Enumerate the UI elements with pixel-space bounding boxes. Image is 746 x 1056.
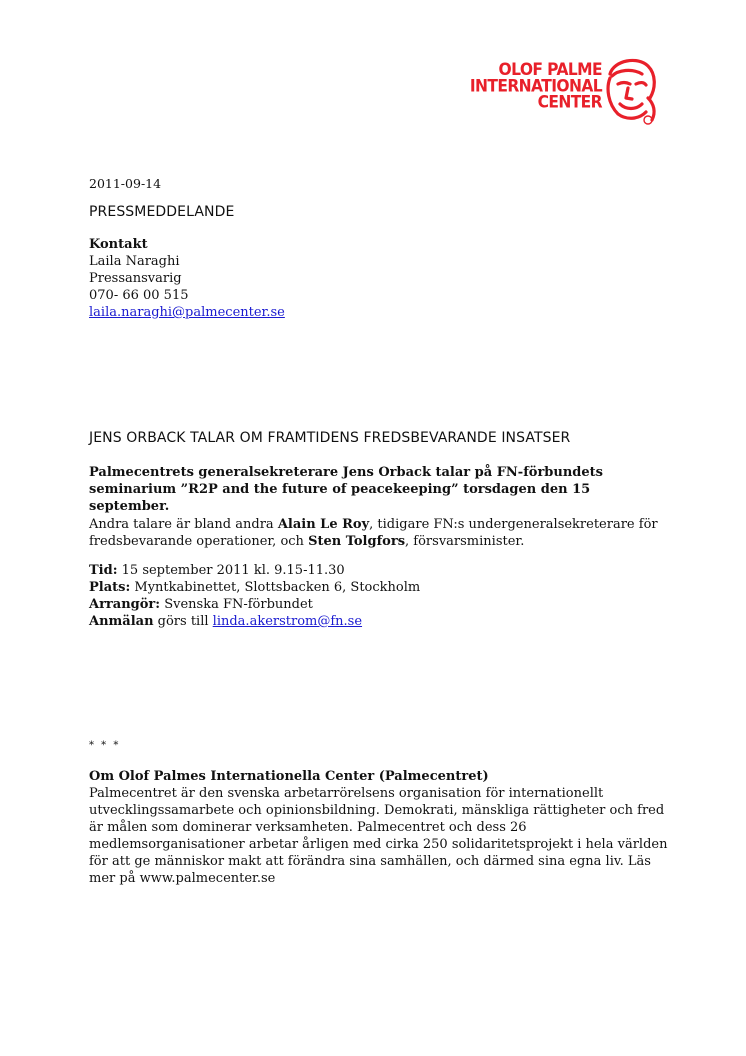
lead-paragraph: Palmecentrets generalsekreterare Jens Orback talar på FN-förbundets seminarium ”R2P and the future of peacekeeping” torsdagen den 15 september. bbox=[89, 465, 603, 514]
event-time-value: 15 september 2011 kl. 9.15-11.30 bbox=[117, 563, 345, 578]
about-heading: Om Olof Palmes Internationella Center (Palmecentret) bbox=[89, 769, 489, 784]
event-signup-row bbox=[89, 613, 420, 630]
contact-heading: Kontakt bbox=[89, 237, 148, 252]
contact-email-link[interactable]: laila.naraghi@palmecenter.se bbox=[89, 305, 285, 320]
speaker-2-name: Sten Tolgfors bbox=[308, 534, 406, 549]
contact-phone: 070- 66 00 515 bbox=[89, 288, 189, 303]
signup-email-link[interactable]: linda.akerstrom@fn.se bbox=[212, 614, 363, 629]
palme-portrait-icon bbox=[598, 54, 662, 128]
press-release-date: 2011-09-14 bbox=[89, 176, 162, 191]
event-signup-label: Anmälan bbox=[89, 614, 154, 629]
logo-line-1: OLOF PALME bbox=[498, 60, 602, 80]
event-signup-text: görs till bbox=[153, 614, 213, 629]
section-separator: * * * bbox=[89, 740, 121, 751]
event-place-row bbox=[89, 579, 420, 596]
speakers-paragraph bbox=[89, 516, 679, 550]
contact-name: Laila Naraghi bbox=[89, 254, 180, 269]
document-type-heading: PRESSMEDDELANDE bbox=[89, 204, 235, 220]
speaker-1-description: , tidigare FN:s undergeneralsekreterare för fredsbevarande operationer, och bbox=[89, 517, 658, 549]
logo-line-3: CENTER bbox=[537, 92, 602, 112]
contact-block bbox=[89, 236, 285, 321]
speaker-2-description: , försvarsminister. bbox=[405, 534, 525, 549]
event-details bbox=[89, 562, 420, 630]
speakers-intro: Andra talare är bland andra bbox=[89, 517, 278, 532]
event-organizer-row bbox=[89, 596, 420, 613]
event-organizer-value: Svenska FN-förbundet bbox=[160, 597, 313, 612]
event-time-label: Tid: bbox=[89, 563, 118, 578]
organization-logo bbox=[462, 54, 668, 130]
about-text: Palmecentret är den svenska arbetarrörelsens organisation för internationellt utvecklingssamarbete och opinionsbildning. Demokrati, mänskliga rättigheter och fred är målen som dominerar verksamheten. Palmecentret och dess 26 medlemsorganisationer arbetar årligen med cirka 250 solidaritetsprojekt i hela världen för att ge människor makt att förändra sina samhällen, och därmed sina egna liv. Läs mer på www.palmecenter.se bbox=[89, 786, 668, 886]
logo-wordmark bbox=[470, 62, 602, 111]
event-place-label: Plats: bbox=[89, 580, 131, 595]
event-time-row bbox=[89, 562, 420, 579]
about-section bbox=[89, 768, 679, 887]
event-place-value: Myntkabinettet, Slottsbacken 6, Stockholm bbox=[130, 580, 421, 595]
speaker-1-name: Alain Le Roy bbox=[277, 517, 370, 532]
event-organizer-label: Arrangör: bbox=[89, 597, 161, 612]
contact-role: Pressansvarig bbox=[89, 271, 182, 286]
logo-line-2: INTERNATIONAL bbox=[469, 76, 602, 96]
article-headline: JENS ORBACK TALAR OM FRAMTIDENS FREDSBEVARANDE INSATSER bbox=[89, 430, 571, 446]
